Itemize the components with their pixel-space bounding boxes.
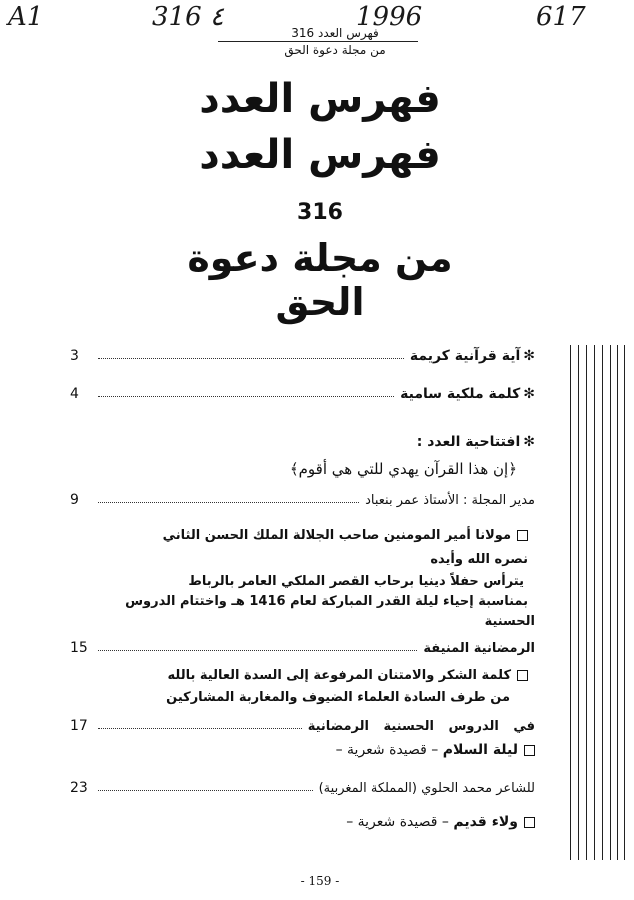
- checkbox-square: [517, 670, 528, 681]
- header-rule: [218, 41, 418, 42]
- toc-entry-title: ✻كلمة ملكية سامية: [400, 386, 535, 402]
- toc-entry-line: الحسنية: [484, 614, 535, 629]
- toc-entry: [70, 484, 535, 508]
- toc-author: مدير المجلة : الأستاذ عمر بنعباد: [365, 493, 535, 508]
- handwritten-page-ref: 617: [536, 2, 586, 32]
- toc-entry-line: يترأس حفلاً دينيا برحاب القصر الملكي العامر بالرباط: [188, 574, 524, 589]
- toc-entry: [70, 378, 535, 402]
- checkbox-square: [517, 530, 528, 541]
- page-title-2: فهرس العدد: [199, 132, 441, 178]
- page-subtitle: من مجلة دعوة الحق: [187, 236, 453, 324]
- dot-leader: [98, 790, 313, 791]
- toc-entry: [70, 632, 535, 656]
- toc-page-number: 17: [70, 718, 88, 734]
- toc-entry: [70, 772, 535, 796]
- dot-leader: [98, 396, 394, 397]
- toc-author: للشاعر محمد الحلوي (المملكة المغربية): [318, 781, 535, 796]
- dot-leader: [98, 650, 417, 651]
- toc-entry-title: في الدروس الحسنية الرمضانية: [307, 719, 535, 734]
- toc-entry: [70, 340, 535, 364]
- toc-page-number: 4: [70, 386, 79, 402]
- page-title-1: فهرس العدد: [199, 76, 441, 122]
- margin-rule: [610, 345, 611, 860]
- toc-entry-title: الرمضانية المنيفة: [423, 641, 535, 656]
- issue-number: 316: [297, 200, 343, 225]
- handwritten-year: 1996: [356, 2, 423, 32]
- toc-entry-line: مولانا أمير المومنين صاحب الجلالة الملك الحسن الثاني: [163, 528, 528, 543]
- toc-entry-line: بمناسبة إحياء ليلة القدر المباركة لعام 1416 هـ واختتام الدروس: [125, 594, 528, 609]
- toc-page-number: 23: [70, 780, 88, 796]
- handwritten-issue-number: 316 ٤: [152, 2, 224, 32]
- toc-page-number: 3: [70, 348, 79, 364]
- margin-rule: [624, 345, 625, 860]
- toc-entry-line: ولاء قديم – قصيدة شعرية –: [346, 814, 535, 830]
- toc-entry-line: نصره الله وأيده: [430, 552, 528, 567]
- dot-leader: [98, 728, 302, 729]
- toc-section-heading: ✻افتتاحية العدد :: [416, 434, 535, 450]
- toc-page-number: 9: [70, 492, 79, 508]
- checkbox-square: [524, 817, 535, 828]
- header-magazine-line: من مجلة دعوة الحق: [284, 43, 386, 57]
- handwritten-label-a1: A1: [8, 2, 44, 32]
- margin-rule: [570, 345, 571, 860]
- toc-entry-line: ليلة السلام – قصيدة شعرية –: [336, 742, 535, 758]
- margin-rule: [617, 345, 618, 860]
- margin-rule: [602, 345, 603, 860]
- header-issue-line: فهرس العدد 316: [291, 26, 379, 40]
- dot-leader: [98, 358, 404, 359]
- margin-rule: [578, 345, 579, 860]
- dot-leader: [98, 502, 359, 503]
- toc-entry-title: ✻آية قرآنية كريمة: [409, 348, 535, 364]
- margin-rule: [594, 345, 595, 860]
- toc-entry: [70, 710, 535, 734]
- quran-quote: ﴿إن هذا القرآن يهدي للتي هي أقوم﴾: [289, 460, 517, 478]
- toc-entry-line: من طرف السادة العلماء الضيوف والمغاربة المشاركين: [166, 690, 510, 705]
- toc-entry-line: كلمة الشكر والامتنان المرفوعة إلى السدة العالية بالله: [168, 668, 528, 683]
- margin-rule: [586, 345, 587, 860]
- page-number: - 159 -: [300, 874, 340, 888]
- checkbox-square: [524, 745, 535, 756]
- toc-page-number: 15: [70, 640, 88, 656]
